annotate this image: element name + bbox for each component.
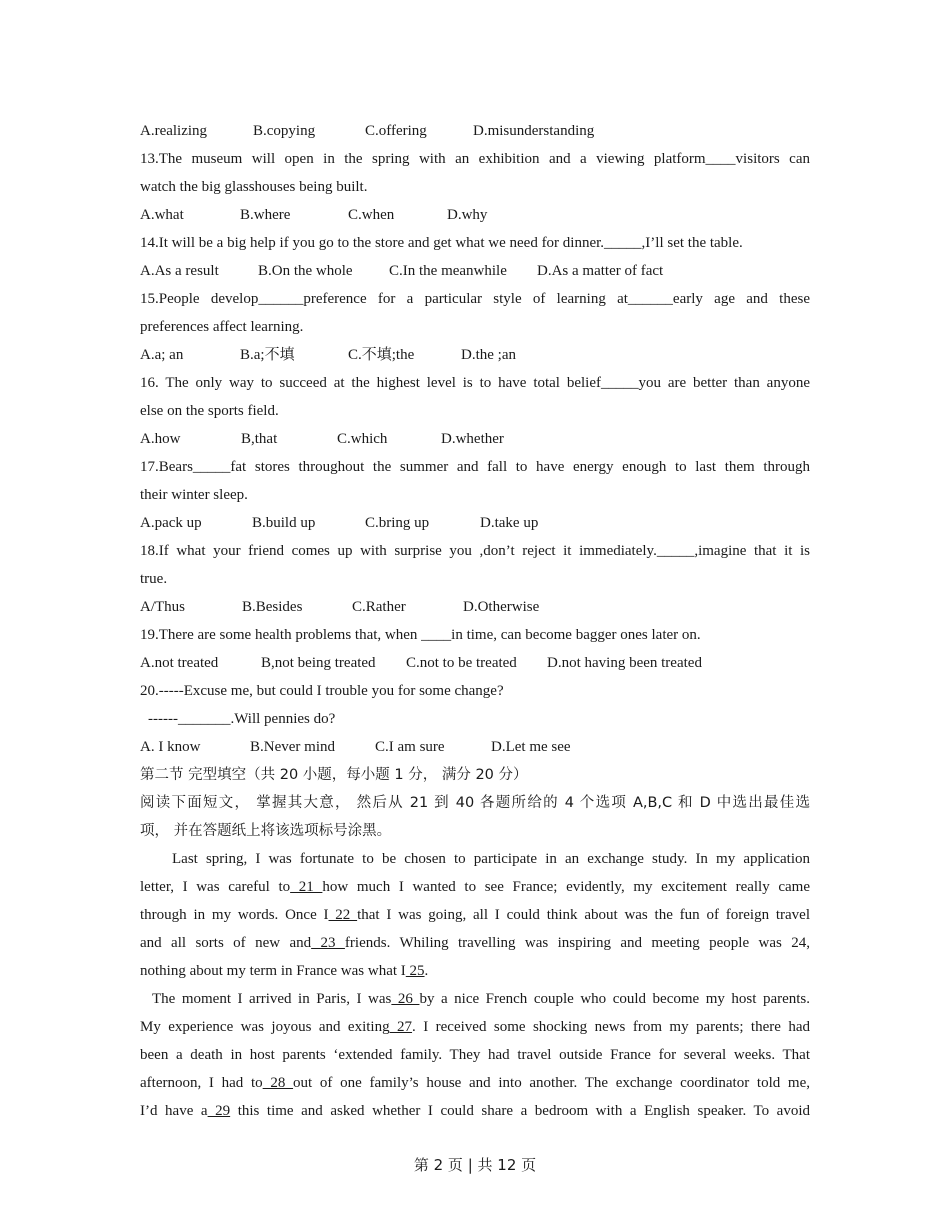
q16-option-c: C.which xyxy=(337,431,388,447)
passage-p1-line4 xyxy=(140,929,810,957)
q14-stem-line1: 14.It will be a big help if you go to the store and get what we need for dinner._____,I’ll set the table. xyxy=(140,235,743,251)
passage-text: . I received some shocking news from my parents; there had xyxy=(412,1019,810,1035)
q19-stem-line1: 19.There are some health problems that, when ____in time, can become bagger ones later on. xyxy=(140,627,701,643)
q17-stem-line1: 17.Bears_____fat stores throughout the summer and fall to have energy enough to last them through xyxy=(140,459,810,475)
q20-stem-line2: ------_______.Will pennies do? xyxy=(148,711,336,727)
q14-option-c: C.In the meanwhile xyxy=(389,263,507,279)
q12-options xyxy=(140,117,810,145)
q17-stem-line2: their winter sleep. xyxy=(140,487,248,503)
q13-option-b: B.where xyxy=(240,207,291,223)
q18-stem-line2: true. xyxy=(140,571,168,587)
q16-stem-line2: else on the sports field. xyxy=(140,403,279,419)
q13-stem-line2: watch the big glasshouses being built. xyxy=(140,179,368,195)
q15-stem-line2: preferences affect learning. xyxy=(140,319,304,335)
q16-option-a: A.how xyxy=(140,431,181,447)
q18-option-d: D.Otherwise xyxy=(463,599,540,615)
q18-stem-line1: 18.If what your friend comes up with surprise you ,don’t reject it immediately._____,imagine that it is xyxy=(140,543,810,559)
q12-option-b: B.copying xyxy=(253,123,316,139)
passage-text: My experience was joyous and exiting xyxy=(140,1019,390,1035)
q13-options xyxy=(140,201,810,229)
q16-option-b: B,that xyxy=(241,431,278,447)
passage-text: by a nice French couple who could become my host parents. xyxy=(419,991,811,1007)
passage-text: friends. Whiling travelling was inspiring and meeting people was 24, xyxy=(344,935,810,951)
passage-text: how much I wanted to see France; evidently, my excitement really came xyxy=(322,879,810,895)
blank-21: 21 xyxy=(290,879,323,895)
exam-page xyxy=(140,117,810,1125)
q17-option-d: D.take up xyxy=(480,515,539,531)
passage-text: letter, I was careful to xyxy=(140,879,291,895)
blank-26: 26 xyxy=(391,991,420,1007)
q17-options xyxy=(140,509,810,537)
blank-29: 29 xyxy=(207,1103,231,1119)
q17-option-b: B.build up xyxy=(252,515,316,531)
q20-option-d: D.Let me see xyxy=(491,739,571,755)
blank-27: 27 xyxy=(389,1019,413,1035)
q15-option-a: A.a; an xyxy=(140,347,184,363)
section2-instruction-line2: 项， 并在答题纸上将该选项标号涂黑。 xyxy=(140,823,392,839)
passage-p2-line2 xyxy=(140,1013,810,1041)
q14-options xyxy=(140,257,810,285)
passage-text: through in my words. Once I xyxy=(140,907,329,923)
q13-option-a: A.what xyxy=(140,207,184,223)
q12-option-c: C.offering xyxy=(365,123,427,139)
blank-28: 28 xyxy=(262,1075,294,1091)
q14-option-a: A.As a result xyxy=(140,263,219,279)
q19-options xyxy=(140,649,810,677)
q13-option-c: C.when xyxy=(348,207,395,223)
blank-23: 23 xyxy=(311,935,345,951)
q20-options xyxy=(140,733,810,761)
q15-options xyxy=(140,341,810,369)
q13-stem-line1: 13.The museum will open in the spring with an exhibition and a viewing platform____visitors can xyxy=(140,151,810,167)
q15-option-c: C.不填;the xyxy=(348,347,415,363)
q18-option-b: B.Besides xyxy=(242,599,303,615)
passage-p2-line5 xyxy=(140,1097,810,1125)
passage-p2-line1 xyxy=(140,985,810,1013)
q12-option-d: D.misunderstanding xyxy=(473,123,595,139)
passage-p1-line5 xyxy=(140,957,810,985)
q19-option-b: B,not being treated xyxy=(261,655,376,671)
q19-option-c: C.not to be treated xyxy=(406,655,517,671)
q16-options xyxy=(140,425,810,453)
q19-option-d: D.not having been treated xyxy=(547,655,702,671)
passage-p2-line3: been a death in host parents ‘extended family. They had travel outside France for several weeks. That xyxy=(140,1047,810,1063)
passage-p1-line3 xyxy=(140,901,810,929)
q20-option-a: A. I know xyxy=(140,739,201,755)
q16-option-d: D.whether xyxy=(441,431,504,447)
q20-option-b: B.Never mind xyxy=(250,739,335,755)
q18-option-c: C.Rather xyxy=(352,599,406,615)
passage-text: I’d have a xyxy=(140,1103,208,1119)
passage-p1-line2 xyxy=(140,873,810,901)
section2-instruction-line1: 阅读下面短文， 掌握其大意， 然后从 21 到 40 各题所给的 4 个选项 A,B,C 和 D 中选出最佳选 xyxy=(140,795,810,811)
section2-heading: 第二节 完型填空（共 20 小题，每小题 1 分， 满分 20 分） xyxy=(140,767,528,783)
q15-option-b: B.a;不填 xyxy=(240,347,295,363)
q19-option-a: A.not treated xyxy=(140,655,219,671)
q20-stem-line1: 20.-----Excuse me, but could I trouble you for some change? xyxy=(140,683,504,699)
q14-option-d: D.As a matter of fact xyxy=(537,263,664,279)
q16-stem-line1: 16. The only way to succeed at the highest level is to have total belief_____you are better than anyone xyxy=(140,375,810,391)
blank-22: 22 xyxy=(328,907,358,923)
passage-p2-line4 xyxy=(140,1069,810,1097)
q15-stem-line1: 15.People develop______preference for a particular style of learning at______early age and these xyxy=(140,291,810,307)
passage-text: afternoon, I had to xyxy=(140,1075,263,1091)
q13-option-d: D.why xyxy=(447,207,488,223)
passage-p1-line1: Last spring, I was fortunate to be chosen to participate in an exchange study. In my application xyxy=(172,851,810,867)
page-footer: 第 2 页 | 共 12 页 xyxy=(413,1156,537,1174)
passage-text: . xyxy=(424,963,429,979)
blank-25: 25 xyxy=(405,963,425,979)
q18-options xyxy=(140,593,810,621)
q18-option-a: A/Thus xyxy=(140,599,185,615)
q14-option-b: B.On the whole xyxy=(258,263,353,279)
passage-text: out of one family’s house and into another. The exchange coordinator told me, xyxy=(293,1075,811,1091)
q15-option-d: D.the ;an xyxy=(461,347,516,363)
passage-text: that I was going, all I could think about was the fun of foreign travel xyxy=(357,907,811,923)
q20-option-c: C.I am sure xyxy=(375,739,445,755)
q17-option-a: A.pack up xyxy=(140,515,202,531)
q17-option-c: C.bring up xyxy=(365,515,430,531)
q12-option-a: A.realizing xyxy=(140,123,208,139)
passage-text: The moment I arrived in Paris, I was xyxy=(152,991,392,1007)
passage-text: and all sorts of new and xyxy=(140,935,312,951)
passage-text: this time and asked whether I could share a bedroom with a English speaker. To avoid xyxy=(237,1103,810,1119)
passage-text: nothing about my term in France was what I xyxy=(140,963,406,979)
